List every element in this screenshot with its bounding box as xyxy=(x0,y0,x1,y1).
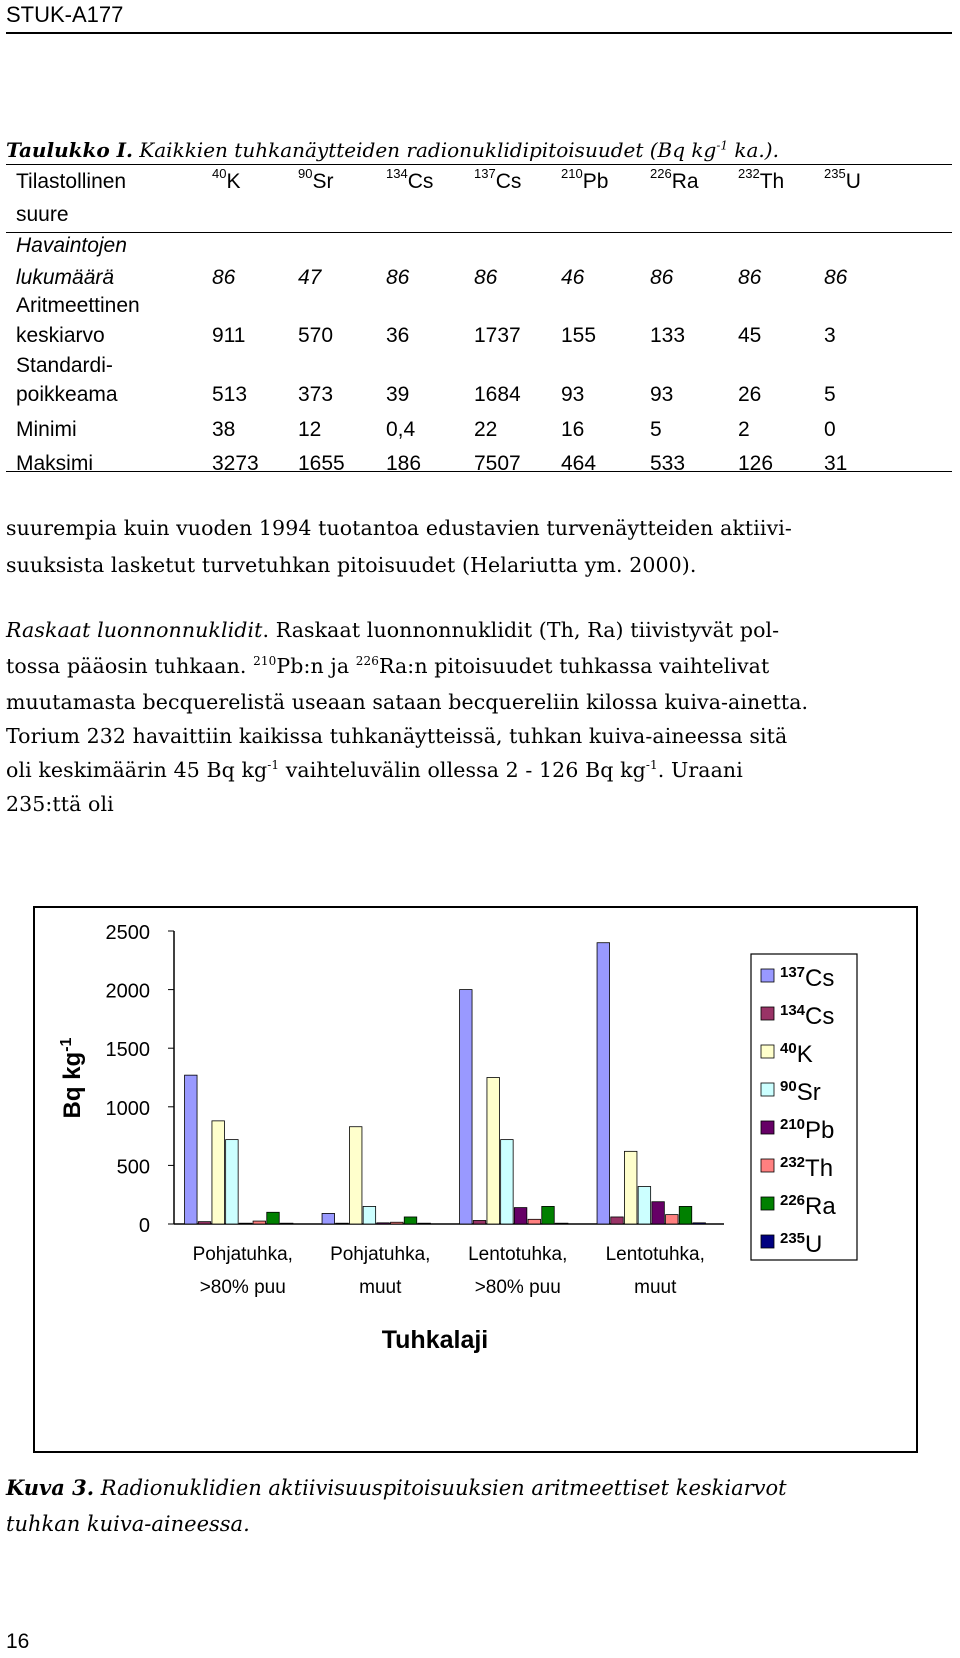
legend-element: Cs xyxy=(805,1003,835,1030)
legend-swatch xyxy=(761,1045,774,1058)
x-axis-label: Tuhkalaji xyxy=(381,1326,489,1354)
header-rule xyxy=(6,32,952,34)
table-cell: 1655 xyxy=(298,452,345,475)
figure-caption-text: tuhkan kuiva-aineessa. xyxy=(6,1512,250,1536)
paragraph-text: . Uraani xyxy=(657,758,743,782)
table-caption-end: ka.). xyxy=(728,138,779,162)
bar xyxy=(501,1140,514,1224)
table-cell: 1684 xyxy=(474,383,521,406)
element-symbol: Cs xyxy=(495,170,522,193)
table-cell: 39 xyxy=(386,383,410,406)
bar xyxy=(460,990,473,1224)
paragraph-text: Ra:n pitoisuudet tuhkassa vaihtelivat xyxy=(378,654,770,678)
column-header xyxy=(474,168,521,194)
legend-element: Sr xyxy=(796,1079,821,1106)
legend-element: K xyxy=(796,1041,813,1068)
x-category-label: Pohjatuhka, xyxy=(192,1244,293,1265)
bar xyxy=(652,1202,665,1224)
element-symbol: Ra xyxy=(671,170,699,193)
paragraph-line: muutamasta becquerelistä useaan sataan becquereliin kilossa kuiva-ainetta. xyxy=(6,690,809,714)
element-symbol: K xyxy=(226,170,241,193)
legend-mass-number: 40 xyxy=(780,1040,797,1057)
page-number: 16 xyxy=(6,1630,30,1653)
legend-mass-number: 210 xyxy=(780,1116,806,1133)
figure-frame xyxy=(33,906,918,1453)
legend-mass-number: 226 xyxy=(780,1192,806,1209)
x-category-label: Lentotuhka, xyxy=(468,1244,568,1265)
table-cell: 93 xyxy=(561,383,585,406)
bar xyxy=(239,1223,252,1224)
table-cell: 86 xyxy=(212,266,236,289)
bar xyxy=(514,1208,527,1224)
x-category-label: >80% puu xyxy=(199,1277,286,1298)
report-id: STUK-A177 xyxy=(6,2,124,27)
legend-mass-number: 137 xyxy=(780,964,806,981)
mass-number: 235 xyxy=(824,166,846,181)
paragraph-text: oli keskimäärin 45 Bq kg xyxy=(6,758,268,782)
table-cell: 46 xyxy=(561,266,585,289)
table-cell: 133 xyxy=(650,324,686,347)
mass-number: 210 xyxy=(561,166,583,181)
table-cell: 0,4 xyxy=(386,418,416,441)
table-cell: 86 xyxy=(738,266,762,289)
bar xyxy=(624,1151,637,1224)
paragraph-line: 235:ttä oli xyxy=(6,792,114,816)
x-category-label: muut xyxy=(359,1277,402,1298)
legend-swatch xyxy=(761,1197,774,1210)
table-cell: 22 xyxy=(474,418,498,441)
bar xyxy=(487,1078,500,1225)
table-rule xyxy=(6,164,952,165)
column-header xyxy=(824,168,861,194)
legend-element: Pb xyxy=(805,1117,835,1144)
bar xyxy=(349,1127,362,1224)
legend-swatch xyxy=(761,1121,774,1134)
table-cell: 31 xyxy=(824,452,848,475)
table-cell: 3 xyxy=(824,324,836,347)
table-cell: 155 xyxy=(561,324,597,347)
table-cell: 47 xyxy=(298,266,322,289)
table-cell: 86 xyxy=(650,266,674,289)
table-cell: 93 xyxy=(650,383,674,406)
table-cell: 464 xyxy=(561,452,597,475)
superscript: -1 xyxy=(267,758,280,773)
table-cell: 86 xyxy=(474,266,498,289)
superscript: 210 xyxy=(253,654,277,669)
bar xyxy=(185,1075,198,1224)
table-cell: 38 xyxy=(212,418,236,441)
table-caption-text: Kaikkien tuhkanäytteiden radionuklidipitoisuudet (Bq kg xyxy=(132,138,717,162)
heavy-nuclides-heading: Raskaat luonnonnuklidit xyxy=(6,618,263,642)
x-category-label: Lentotuhka, xyxy=(605,1244,705,1265)
legend-swatch xyxy=(761,969,774,982)
bar xyxy=(528,1219,541,1224)
mass-number: 40 xyxy=(212,166,227,181)
table-caption xyxy=(6,138,779,162)
table-rule xyxy=(6,232,952,233)
paragraph-line xyxy=(6,758,952,782)
y-tick-label: 2000 xyxy=(105,980,150,1003)
row-label: poikkeama xyxy=(16,383,118,406)
legend-element: U xyxy=(805,1231,823,1258)
column-header xyxy=(561,168,608,194)
legend-mass-number: 235 xyxy=(780,1230,806,1247)
bar xyxy=(253,1221,265,1224)
x-category-label: >80% puu xyxy=(474,1277,561,1298)
table-cell: 5 xyxy=(824,383,836,406)
y-tick-label: 0 xyxy=(138,1215,150,1237)
y-tick-label: 500 xyxy=(116,1156,150,1179)
element-symbol: Cs xyxy=(407,170,434,193)
mass-number: 137 xyxy=(474,166,496,181)
paragraph-line: suuksista lasketut turvetuhkan pitoisuudet (Helariutta ym. 2000). xyxy=(6,553,697,577)
bar xyxy=(363,1206,376,1224)
paragraph-text: tossa pääosin tuhkaan. xyxy=(6,654,254,678)
superscript: -1 xyxy=(645,758,658,773)
paragraph-line: suurempia kuin vuoden 1994 tuotantoa edustavien turvenäytteiden aktiivi- xyxy=(6,516,792,540)
element-symbol: Sr xyxy=(312,170,334,193)
bar xyxy=(267,1212,280,1224)
bar xyxy=(679,1206,692,1224)
table-cell: 7507 xyxy=(474,452,521,475)
bar xyxy=(212,1121,225,1224)
table-cell: 36 xyxy=(386,324,410,347)
row-label: Standardi- xyxy=(16,354,113,377)
legend-swatch xyxy=(761,1159,774,1172)
bar-chart xyxy=(35,908,916,1451)
bar xyxy=(542,1206,555,1224)
bar xyxy=(377,1223,390,1224)
element-symbol: Pb xyxy=(582,170,609,193)
table-caption-sup: -1 xyxy=(716,138,729,153)
table-caption-prefix: Taulukko I. xyxy=(6,138,133,162)
paragraph-text: Pb:n ja xyxy=(276,654,356,678)
row-label: Minimi xyxy=(16,418,77,441)
table-cell: 45 xyxy=(738,324,762,347)
table-cell: 533 xyxy=(650,452,686,475)
bar xyxy=(611,1217,624,1224)
table-cell: 86 xyxy=(386,266,410,289)
y-axis-label-sup: -1 xyxy=(58,1037,75,1052)
column-header xyxy=(738,168,784,194)
figure-caption-text: Radionuklidien aktiivisuuspitoisuuksien aritmeettiset keskiarvot xyxy=(94,1476,787,1500)
bar xyxy=(404,1217,417,1224)
bar xyxy=(638,1186,651,1224)
legend-element: Cs xyxy=(805,965,835,992)
bar xyxy=(555,1223,568,1224)
bar xyxy=(391,1222,404,1224)
table-cell: 26 xyxy=(738,383,762,406)
y-tick-label: 2500 xyxy=(105,922,150,944)
bar xyxy=(473,1220,486,1224)
row-label: Maksimi xyxy=(16,452,93,475)
y-axis-label-text: Bq kg xyxy=(59,1051,86,1119)
legend-element: Th xyxy=(805,1155,834,1182)
table-cell: 86 xyxy=(824,266,848,289)
superscript: 226 xyxy=(355,654,379,669)
figure-caption-line xyxy=(6,1470,787,1506)
mass-number: 134 xyxy=(386,166,408,181)
legend-element: Ra xyxy=(805,1193,836,1220)
bar xyxy=(418,1223,431,1224)
paragraph-line xyxy=(6,618,952,642)
legend-mass-number: 90 xyxy=(780,1078,797,1095)
table-cell: 3273 xyxy=(212,452,259,475)
table-cell: 513 xyxy=(212,383,248,406)
legend-mass-number: 134 xyxy=(780,1002,806,1019)
header-label: suure xyxy=(16,203,69,226)
table-cell: 12 xyxy=(298,418,322,441)
table-cell: 2 xyxy=(738,418,750,441)
column-header xyxy=(298,168,333,194)
column-header xyxy=(650,168,699,194)
header-label: Tilastollinen xyxy=(16,170,127,193)
row-label: Havaintojen xyxy=(16,234,127,257)
row-label: Aritmeettinen xyxy=(16,294,140,317)
column-header xyxy=(386,168,433,194)
table-cell: 126 xyxy=(738,452,774,475)
column-header xyxy=(212,168,240,194)
y-tick-label: 1500 xyxy=(105,1039,150,1062)
bar xyxy=(666,1215,679,1224)
bar xyxy=(336,1223,349,1224)
paragraph-line xyxy=(6,654,952,678)
mass-number: 226 xyxy=(650,166,672,181)
table-cell: 1737 xyxy=(474,324,521,347)
table-cell: 186 xyxy=(386,452,422,475)
row-label: keskiarvo xyxy=(16,324,105,347)
table-cell: 373 xyxy=(298,383,334,406)
paragraph-line: Torium 232 havaittiin kaikissa tuhkanäytteissä, tuhkan kuiva-aineessa sitä xyxy=(6,724,788,748)
mass-number: 232 xyxy=(738,166,760,181)
mass-number: 90 xyxy=(298,166,313,181)
element-symbol: U xyxy=(845,170,861,193)
legend-swatch xyxy=(761,1007,774,1020)
legend-swatch xyxy=(761,1083,774,1096)
table-cell: 16 xyxy=(561,418,585,441)
x-category-label: muut xyxy=(634,1277,677,1298)
legend-box xyxy=(751,954,857,1260)
figure-caption-prefix: Kuva 3. xyxy=(6,1475,95,1500)
x-category-label: Pohjatuhka, xyxy=(330,1244,431,1265)
bar xyxy=(280,1223,293,1224)
paragraph-text: . Raskaat luonnonnuklidit (Th, Ra) tiivistyvät pol- xyxy=(262,618,780,642)
figure-caption xyxy=(6,1470,787,1542)
bar xyxy=(226,1140,239,1224)
element-symbol: Th xyxy=(759,170,785,193)
row-label: lukumäärä xyxy=(16,266,115,289)
paragraph-text: vaihteluvälin ollessa 2 - 126 Bq kg xyxy=(279,758,646,782)
table-cell: 5 xyxy=(650,418,662,441)
table-cell: 911 xyxy=(212,324,246,347)
bar xyxy=(693,1223,706,1224)
figure-caption-line xyxy=(6,1506,787,1542)
y-axis-label xyxy=(58,1037,86,1118)
bar xyxy=(322,1213,335,1224)
table-cell: 0 xyxy=(824,418,836,441)
legend-mass-number: 232 xyxy=(780,1154,806,1171)
y-tick-label: 1000 xyxy=(105,1097,150,1120)
legend-swatch xyxy=(761,1235,774,1248)
bar xyxy=(597,943,610,1224)
table-cell: 570 xyxy=(298,324,334,347)
bar xyxy=(198,1222,211,1224)
